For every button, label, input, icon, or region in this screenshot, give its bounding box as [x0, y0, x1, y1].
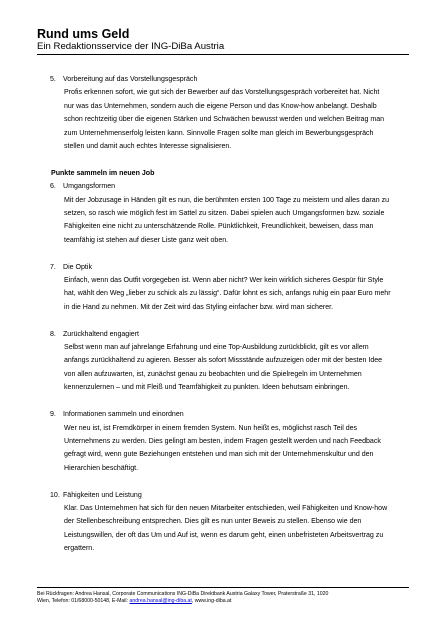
item-body: Einfach, wenn das Outfit vorgegeben ist. Wenn aber nicht? Wer kein wirklich sicheres Gespür für Style hat, wählt den Weg „lieber zu schick als zu lässig“. Dafür lohnt es sich, anfangs ruhig ein paar Euro mehr in die Hand zu nehmen. Mit der Zeit wird das Styling einfacher bzw. wird man sicherer.	[64, 277, 391, 311]
footer-divider	[37, 587, 409, 588]
footer-contact-line: Bei Rückfragen: Andrea Hansal, Corporate Communications ING-DiBa Direktbank Austria Galaxy Tower, Praterstraße 31, 1020	[37, 591, 329, 597]
item-number: 7.	[50, 263, 56, 271]
item-title: Zurückhaltend engagiert	[63, 330, 139, 338]
item-number: 8.	[50, 330, 56, 338]
list-item-7	[51, 261, 391, 315]
item-body: Wer neu ist, ist Fremdkörper in einem fremden System. Nun heißt es, möglichst rasch Teil des Unternehmens zu werden. Dies gelingt am besten, indem Fragen gestellt werden und nach Feedback gefragt wird, wenn gute Beziehungen entstehen und man sich mit der Unternehmenskultur und den Hierarchien beschäftigt.	[64, 424, 381, 472]
item-body: Profis erkennen sofort, wie gut sich der Bewerber auf das Vorstellungsgespräch vorbereitet hat. Nicht nur was das Unternehmen, sondern auch die eigene Person und das Know-how anbelangt. Deshalb schon rechtzeitig über die eigenen Stärken und Schwächen bewusst werden und welchen Beitrag man zum Unternehmenserfolg leisten kann. Sinnvolle Fragen sollte man gleich im Bewerbungsgespräch stellen und damit auch echtes Interesse signalisieren.	[64, 89, 385, 151]
list-item-8	[51, 328, 391, 395]
email-link[interactable]: andrea.hansal@ing-diba.at	[129, 598, 192, 605]
list-item-5	[51, 73, 391, 153]
document-body	[51, 73, 391, 569]
item-body: Klar. Das Unternehmen hat sich für den neuen Mitarbeiter entschieden, weil Fähigkeiten und Know-how der Stellenbeschreibung entsprechen. Dies gilt es nun unter Beweis zu stellen. Ebenso wie den Leistungswillen, der oft das Um und Auf ist, wenn es darum geht, einen unbefristeten Arbeitsvertrag zu ergattern.	[64, 504, 388, 553]
list-item-10	[51, 489, 391, 556]
item-title: Fähigkeiten und Leistung	[63, 491, 142, 499]
item-number: 10.	[50, 491, 60, 499]
item-number: 5.	[50, 76, 56, 83]
item-title: Umgangsformen	[63, 183, 116, 191]
section-heading: Punkte sammeln im neuen Job	[51, 169, 155, 177]
header-divider	[37, 54, 409, 55]
document-title: Rund ums Geld	[37, 27, 130, 41]
footer-contact-line-2: Wien, Telefon: 01/68000-50148, E-Mail: andrea.hansal@ing-diba.at, www.ing-diba.at	[37, 598, 232, 605]
item-number: 9.	[50, 411, 56, 419]
item-title: Vorbereitung auf das Vorstellungsgespräch	[63, 76, 198, 83]
item-body: Mit der Jobzusage in Händen gilt es nun, die berühmten ersten 100 Tage zu meistern und alles daran zu setzen, so rasch wie möglich fest im Sattel zu sitzen. Dabei spielen auch Umgangsformen bzw. soziale Fähigkeiten eine nicht zu unterschätzende Rolle. Pünktlichkeit, Freundlichkeit, beweisen, dass man teamfähig ist stehen auf dieser Liste ganz weit oben.	[64, 196, 390, 244]
document-footer	[37, 587, 409, 605]
list-item-6	[51, 180, 391, 247]
list-item-9	[51, 408, 391, 475]
document-subtitle: Ein Redaktionsservice der ING-DiBa Austria	[37, 41, 225, 52]
item-title: Informationen sammeln und einordnen	[63, 411, 184, 419]
document-header	[37, 27, 409, 55]
item-body: Selbst wenn man auf jahrelange Erfahrung und eine Top-Ausbildung zurückblickt, gilt es vor allem anfangs zurückhaltend zu agieren. Besser als sofort Missstände aufzuzeigen oder mit der besten Idee von allen aufzuwarten, ist, zunächst genau zu beobachten und die Spielregeln im Unternehmen kennenzulernen – und mit Fleiß und Teamfähigkeit zu punkten. Ideen behutsam einbringen.	[64, 344, 383, 392]
item-title: Die Optik	[63, 263, 92, 271]
item-number: 6.	[50, 183, 56, 191]
